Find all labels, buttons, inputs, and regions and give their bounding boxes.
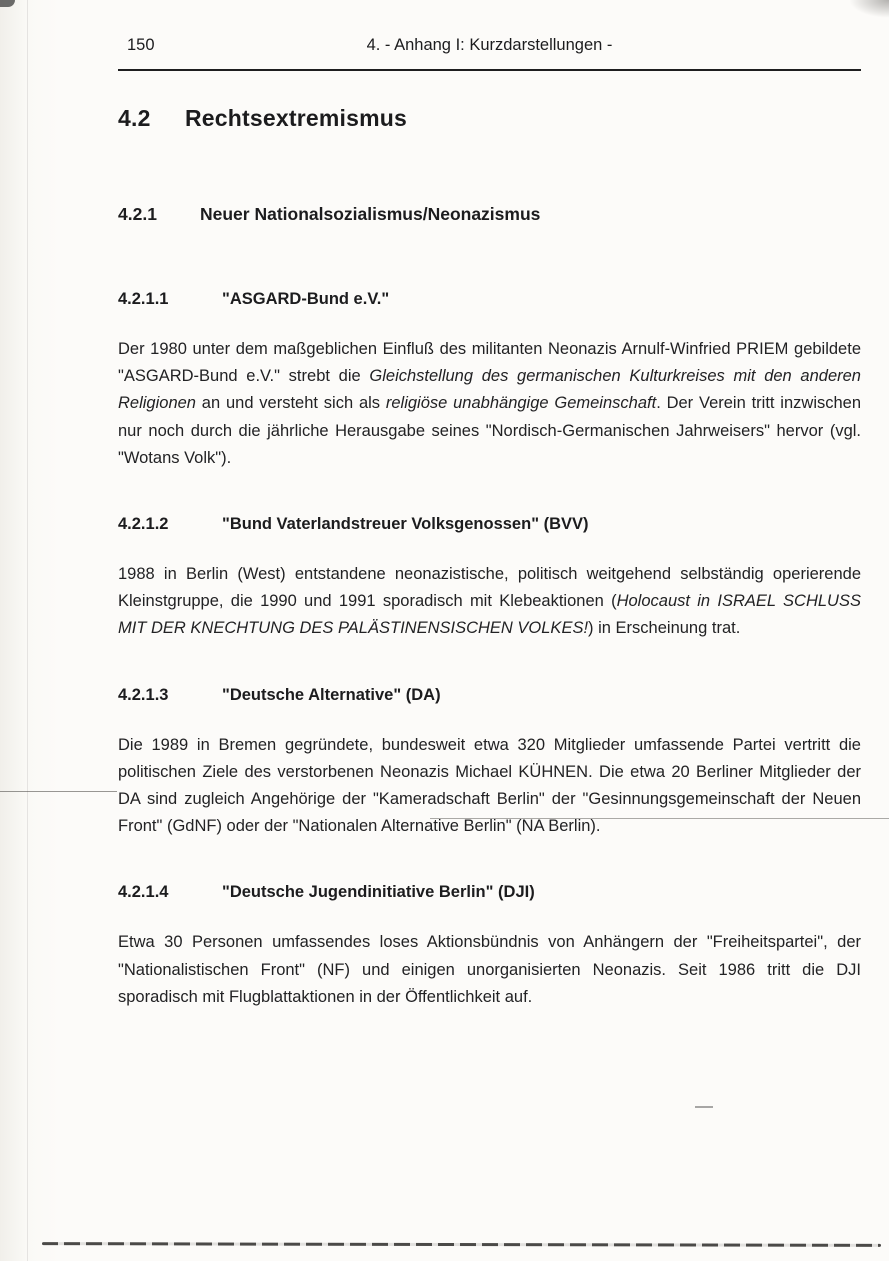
entry-paragraph [118,336,861,472]
entry-title: "ASGARD-Bund e.V." [222,290,390,308]
entry-paragraph [118,732,861,841]
section-number: 4.2 [118,105,151,131]
entry-heading [118,514,861,535]
text-run: Etwa 30 Personen umfassendes loses Aktionsbündnis von Anhängern der "Freiheitspartei", der "Nationalistischen Front" (NF) und einigen unorganisierten Neonazis. Seit 1986 tritt die DJI sporadisch mit Flugblattaktionen in der Öffentlichkeit auf. [118,933,861,1006]
entry-heading [118,289,861,310]
section-title: Rechtsextremismus [185,105,408,131]
entry-title: "Bund Vaterlandstreuer Volksgenossen" (BVV) [222,515,589,534]
text-run: an und versteht sich als [195,394,386,413]
header-rule [118,69,861,71]
entry-title: "Deutsche Alternative" (DA) [222,685,441,704]
entry-number: 4.2.1.4 [118,883,169,902]
text-run: Holocaust in ISRAEL SCHLUSS MIT DER KNECHTUNG DES PALÄSTINENSISCHEN VOLKES! [118,592,861,638]
scan-bottom-edge [42,1242,881,1247]
section-heading [118,105,861,131]
subsection-number: 4.2.1 [118,204,157,224]
scan-artifact-line-left [0,791,117,792]
text-run: Der 1980 unter dem maßgeblichen Einfluß des militanten Neonazis Arnulf-Winfried PRIEM gebildete "ASGARD-Bund e.V." strebt die [118,340,861,386]
entry-deutsche-alternative [118,685,861,841]
subsection-title: Neuer Nationalsozialismus/Neonazismus [200,204,541,224]
entry-heading [118,882,861,903]
entry-number: 4.2.1.2 [118,515,169,534]
entry-paragraph [118,561,861,643]
scan-artifact-dash [695,1106,713,1108]
text-run: . Der Verein tritt inzwischen nur noch durch die jährliche Herausgabe seines "Nordisch-Germanischen Jahrweisers" hervor (vgl. "Wotans Volk"). [118,394,862,467]
entry-bvv [118,514,861,643]
entry-number: 4.2.1.3 [118,685,169,704]
page-content [118,0,861,1011]
text-run: Gleichstellung des germanischen Kulturkreises mit den anderen Religionen [118,367,861,413]
scan-corner-mark [0,0,15,7]
entry-title: "Deutsche Jugendinitiative Berlin" (DJI) [222,883,535,902]
entry-asgard-bund [118,289,861,472]
text-run: religiöse unabhängige Gemeinschaft [385,394,657,413]
subsection-heading [118,203,861,225]
entry-dji [118,882,861,1011]
entry-heading [118,685,861,706]
page-number: 150 [127,36,155,54]
text-run: ) in Erscheinung trat. [588,619,741,638]
text-run: 1988 in Berlin (West) entstandene neonazistische, politisch weitgehend selbständig operierende Kleinstgruppe, die 1990 und 1991 sporadisch mit Klebeaktionen ( [118,565,861,611]
scan-edge-artifact-left [27,0,28,1261]
running-title: 4. - Anhang I: Kurzdarstellungen - [366,36,613,54]
entry-paragraph [118,929,861,1011]
entry-number: 4.2.1.1 [118,290,169,308]
page-header [118,0,861,55]
text-run: Die 1989 in Bremen gegründete, bundesweit etwa 320 Mitglieder umfassende Partei vertritt die politischen Ziele des verstorbenen Neonazis Michael KÜHNEN. Die etwa 20 Berliner Mitglieder der DA sind zugleich Angehörige der "Kameradschaft Berlin" der "Gesinnungsgemeinschaft der Neuen Front" (GdNF) oder der "Nationalen Alternative Berlin" (NA Berlin). [118,735,861,836]
